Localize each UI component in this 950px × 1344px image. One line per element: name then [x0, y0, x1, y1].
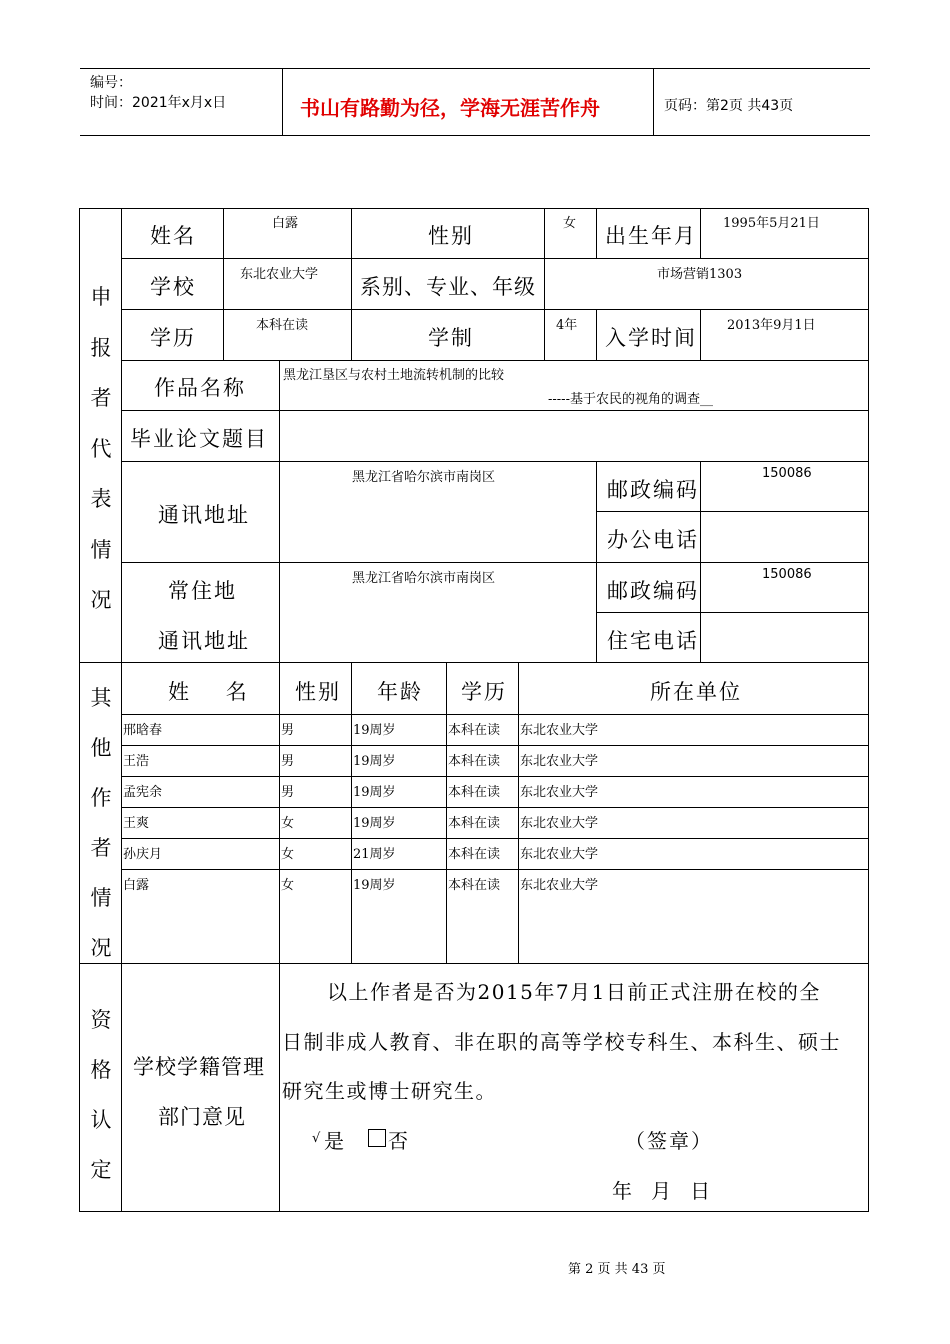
yes-check-mark[interactable]: √ — [312, 1131, 321, 1146]
office-phone-label: 办公电话 — [607, 528, 699, 552]
footer-page-number: 第 2 页 共 43 页 — [568, 1262, 666, 1277]
author-age: 19周岁 — [353, 816, 396, 831]
enroll-label: 入学时间 — [605, 326, 697, 350]
author-gender: 女 — [281, 816, 295, 831]
seal-label: （签章） — [625, 1129, 713, 1153]
author-unit: 东北农业大学 — [520, 754, 599, 769]
author-age: 21周岁 — [353, 847, 396, 862]
perm-value: 黑龙江省哈尔滨市南岗区 — [352, 571, 496, 586]
author-edu: 本科在读 — [448, 754, 501, 769]
author-name: 孙庆月 — [123, 847, 163, 862]
no-checkbox[interactable] — [368, 1129, 386, 1147]
perm-label-2: 通讯地址 — [158, 629, 250, 653]
edu-label: 学历 — [150, 326, 196, 350]
approval-dept-label-1: 学校学籍管理 — [133, 1055, 265, 1079]
col-header-unit: 所在单位 — [650, 680, 742, 704]
thesis-label: 毕业论文题目 — [130, 427, 268, 451]
header-number-label: 编号： — [90, 75, 132, 91]
system-value: 4年 — [556, 318, 578, 333]
dept-value: 市场营销1303 — [657, 267, 743, 282]
gender-value: 女 — [563, 216, 577, 231]
work-label: 作品名称 — [154, 376, 246, 400]
col-header-gender: 性别 — [295, 680, 341, 704]
school-label: 学校 — [150, 275, 196, 299]
author-unit: 东北农业大学 — [520, 878, 599, 893]
system-label: 学制 — [428, 326, 474, 350]
school-value: 东北农业大学 — [240, 267, 319, 282]
approval-dept-label-2: 部门意见 — [158, 1105, 246, 1129]
author-gender: 男 — [281, 785, 295, 800]
addr-value: 黑龙江省哈尔滨市南岗区 — [352, 470, 496, 485]
dept-label: 系别、专业、年级 — [360, 275, 536, 299]
author-gender: 男 — [281, 754, 295, 769]
author-edu: 本科在读 — [448, 847, 501, 862]
header-page-info: 页码：第2页 共43页 — [664, 98, 794, 114]
col-header-name: 姓 名 — [168, 680, 249, 704]
author-unit: 东北农业大学 — [520, 723, 599, 738]
section1-side-label: 申 报 者 代 表 情 况 — [90, 285, 112, 612]
author-name: 白露 — [123, 878, 150, 893]
header-motto: 书山有路勤为径，学海无涯苦作舟 — [300, 96, 600, 120]
section2-side-label: 其 他 作 者 情 况 — [90, 686, 112, 960]
author-gender: 女 — [281, 878, 295, 893]
approval-paragraph-line-1: 以上作者是否为2015年7月1日前正式注册在校的全 — [327, 980, 821, 1004]
enroll-value: 2013年9月1日 — [727, 318, 816, 333]
author-unit: 东北农业大学 — [520, 785, 599, 800]
author-name: 孟宪余 — [123, 785, 163, 800]
author-age: 19周岁 — [353, 878, 396, 893]
author-age: 19周岁 — [353, 754, 396, 769]
work-value-line1: 黑龙江垦区与农村土地流转机制的比较 — [283, 368, 505, 383]
col-header-edu: 学历 — [461, 680, 507, 704]
author-name: 邢晗春 — [123, 723, 163, 738]
header-time-label: 时间：2021年x月x日 — [90, 95, 227, 111]
date-label: 年 月 日 — [612, 1179, 711, 1203]
name-value: 白露 — [272, 216, 299, 231]
author-unit: 东北农业大学 — [520, 816, 599, 831]
author-edu: 本科在读 — [448, 878, 501, 893]
zip-label: 邮政编码 — [607, 478, 699, 502]
perm-label-1: 常住地 — [168, 579, 237, 603]
zip-value: 150086 — [762, 466, 812, 481]
approval-paragraph-line-2: 日制非成人教育、非在职的高等学校专科生、本科生、硕士 — [282, 1030, 841, 1054]
col-header-age: 年龄 — [377, 680, 423, 704]
birth-value: 1995年5月21日 — [723, 216, 820, 231]
author-edu: 本科在读 — [448, 723, 501, 738]
author-unit: 东北农业大学 — [520, 847, 599, 862]
yes-label: 是 — [324, 1129, 344, 1153]
no-label: 否 — [388, 1129, 408, 1153]
edu-value: 本科在读 — [256, 318, 309, 333]
work-value-line2: -----基于农民的视角的调查__ — [548, 392, 713, 407]
author-age: 19周岁 — [353, 785, 396, 800]
home-phone-label: 住宅电话 — [607, 629, 699, 653]
author-gender: 女 — [281, 847, 295, 862]
author-name: 王爽 — [123, 816, 150, 831]
birth-label: 出生年月 — [605, 224, 697, 248]
author-edu: 本科在读 — [448, 785, 501, 800]
author-gender: 男 — [281, 723, 295, 738]
author-age: 19周岁 — [353, 723, 396, 738]
addr-label: 通讯地址 — [158, 503, 250, 527]
section3-side-label: 资 格 认 定 — [90, 1008, 112, 1182]
author-edu: 本科在读 — [448, 816, 501, 831]
perm-zip-label: 邮政编码 — [607, 579, 699, 603]
name-label: 姓名 — [150, 224, 196, 248]
perm-zip-value: 150086 — [762, 567, 812, 582]
gender-label: 性别 — [428, 224, 474, 248]
author-name: 王浩 — [123, 754, 150, 769]
approval-paragraph-line-3: 研究生或博士研究生。 — [282, 1079, 497, 1103]
